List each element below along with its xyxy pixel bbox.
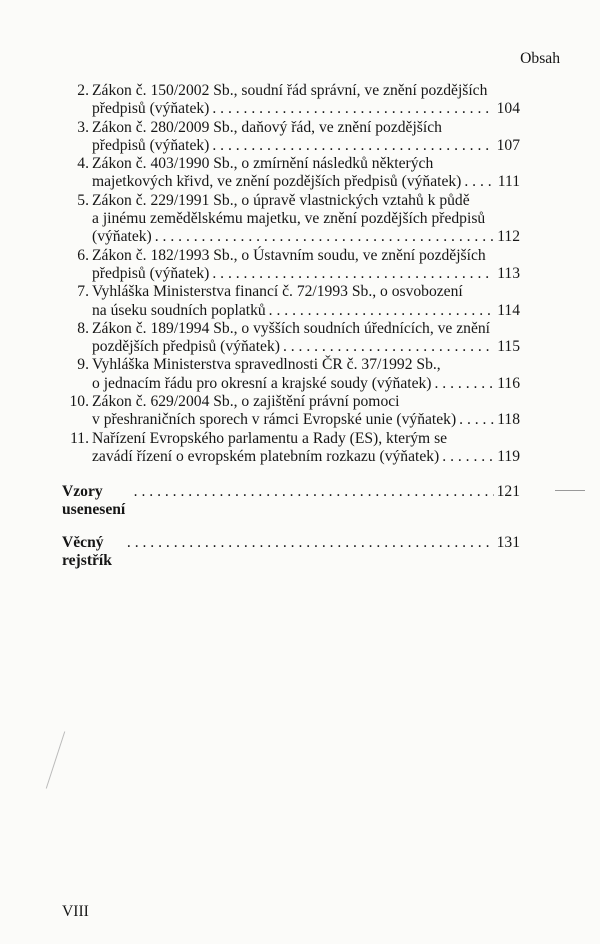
scan-mark xyxy=(555,490,585,491)
entry-text: předpisů (výňatek) xyxy=(92,264,210,282)
entry-line xyxy=(92,82,520,100)
entry-line xyxy=(92,155,520,173)
page-number: 118 xyxy=(497,411,520,429)
dot-leader xyxy=(127,534,494,552)
toc-entries xyxy=(62,82,520,466)
entry-line xyxy=(92,247,520,265)
entry-line xyxy=(92,100,520,118)
entry-text: předpisů (výňatek) xyxy=(92,100,210,118)
page-number: 121 xyxy=(496,483,520,501)
dot-leader xyxy=(464,173,494,191)
table-of-contents xyxy=(62,82,520,570)
entry-line xyxy=(92,137,520,155)
entry-line xyxy=(92,283,520,301)
page-number: 104 xyxy=(496,100,520,118)
entry-number: 9. xyxy=(77,356,89,374)
entry-text: o jednacím řádu pro okresní a krajské soudy (výňatek) xyxy=(92,374,432,392)
toc-entry[interactable] xyxy=(62,430,520,467)
running-header: Obsah xyxy=(520,50,560,67)
toc-section-vzory[interactable] xyxy=(62,483,520,519)
dot-leader xyxy=(212,265,494,283)
entry-text: a jinému zemědělskému majetku, ve znění pozdějších předpisů xyxy=(92,210,486,228)
entry-number: 2. xyxy=(77,82,89,99)
toc-entry[interactable] xyxy=(62,356,520,393)
page-number: 111 xyxy=(497,173,520,191)
entry-line xyxy=(92,302,520,320)
entry-line xyxy=(92,228,520,246)
page-number: 131 xyxy=(496,534,520,552)
entry-number: 10. xyxy=(69,393,89,411)
page-number: 115 xyxy=(497,338,520,356)
entry-number: 4. xyxy=(77,155,89,173)
entry-text: Zákon č. 182/1993 Sb., o Ústavním soudu, ve znění pozdějších xyxy=(92,246,486,264)
entry-text: předpisů (výňatek) xyxy=(92,136,210,154)
entry-text: Zákon č. 189/1994 Sb., o vyšších soudních úřednících, ve znění xyxy=(92,319,490,337)
entry-number: 3. xyxy=(77,118,89,136)
entry-number: 7. xyxy=(77,283,89,301)
entry-line xyxy=(92,173,520,191)
entry-line xyxy=(92,430,520,448)
entry-line xyxy=(92,375,520,393)
entry-text: majetkových křivd, ve znění pozdějších předpisů (výňatek) xyxy=(92,173,462,191)
dot-leader xyxy=(435,375,495,393)
entry-text: Zákon č. 280/2009 Sb., daňový řád, ve znění pozdějších xyxy=(92,118,442,136)
entry-line xyxy=(92,320,520,338)
entry-line xyxy=(92,411,520,429)
toc-entry[interactable] xyxy=(62,155,520,192)
entry-line xyxy=(92,448,520,466)
entry-number: 6. xyxy=(77,246,89,264)
entry-text: Zákon č. 150/2002 Sb., soudní řád správní, ve znění pozdějších xyxy=(92,82,488,99)
dot-leader xyxy=(212,137,493,155)
toc-entry[interactable] xyxy=(62,320,520,357)
entry-number: 8. xyxy=(77,319,89,337)
toc-section-rejstrik[interactable] xyxy=(62,534,520,570)
toc-entry[interactable] xyxy=(62,119,520,156)
toc-entry[interactable] xyxy=(62,283,520,320)
toc-entry[interactable] xyxy=(62,393,520,430)
entry-text: (výňatek) xyxy=(92,228,152,246)
scan-mark xyxy=(46,731,65,788)
toc-entry[interactable] xyxy=(62,82,520,119)
entry-text: Vyhláška Ministerstva spravedlnosti ČR č. 37/1992 Sb., xyxy=(92,356,441,374)
entry-line xyxy=(92,192,520,210)
entry-text: Zákon č. 229/1991 Sb., o úpravě vlastnických vztahů k půdě xyxy=(92,191,470,209)
entry-line xyxy=(92,393,520,411)
entry-text: Vyhláška Ministerstva financí č. 72/1993 Sb., o osvobození xyxy=(92,283,463,301)
page-number: 116 xyxy=(497,374,520,392)
entry-text: Nařízení Evropského parlamentu a Rady (ES), kterým se xyxy=(92,429,448,447)
entry-text: na úseku soudních poplatků xyxy=(92,301,266,319)
dot-leader xyxy=(134,483,494,501)
entry-line xyxy=(92,338,520,356)
dot-leader xyxy=(212,100,493,118)
entry-text: zavádí řízení o evropském platebním rozkazu (výňatek) xyxy=(92,447,440,465)
section-title: Vzory usenesení xyxy=(62,483,126,519)
page-folio: VIII xyxy=(62,903,89,920)
toc-entry[interactable] xyxy=(62,247,520,284)
page-number: 113 xyxy=(497,264,520,282)
dot-leader xyxy=(155,228,494,246)
section-title: Věcný rejstřík xyxy=(62,534,112,570)
entry-text: Zákon č. 629/2004 Sb., o zajištění právní pomoci xyxy=(92,393,400,411)
entry-text: v přeshraničních sporech v rámci Evropské unie (výňatek) xyxy=(92,411,457,429)
dot-leader xyxy=(442,448,494,466)
page-number: 119 xyxy=(497,447,520,465)
entry-text: pozdějších předpisů (výňatek) xyxy=(92,338,280,356)
entry-line xyxy=(92,210,520,228)
dot-leader xyxy=(269,302,495,320)
entry-line xyxy=(92,265,520,283)
dot-leader xyxy=(459,411,494,429)
dot-leader xyxy=(283,338,494,356)
page-number: 107 xyxy=(496,136,520,154)
toc-entry[interactable] xyxy=(62,192,520,247)
page-number: 112 xyxy=(497,228,520,246)
entry-line xyxy=(92,356,520,374)
entry-number: 5. xyxy=(77,191,89,209)
page-number: 114 xyxy=(497,301,520,319)
entry-line xyxy=(92,119,520,137)
entry-number: 11. xyxy=(70,429,89,447)
entry-text: Zákon č. 403/1990 Sb., o zmírnění následků některých xyxy=(92,155,434,173)
